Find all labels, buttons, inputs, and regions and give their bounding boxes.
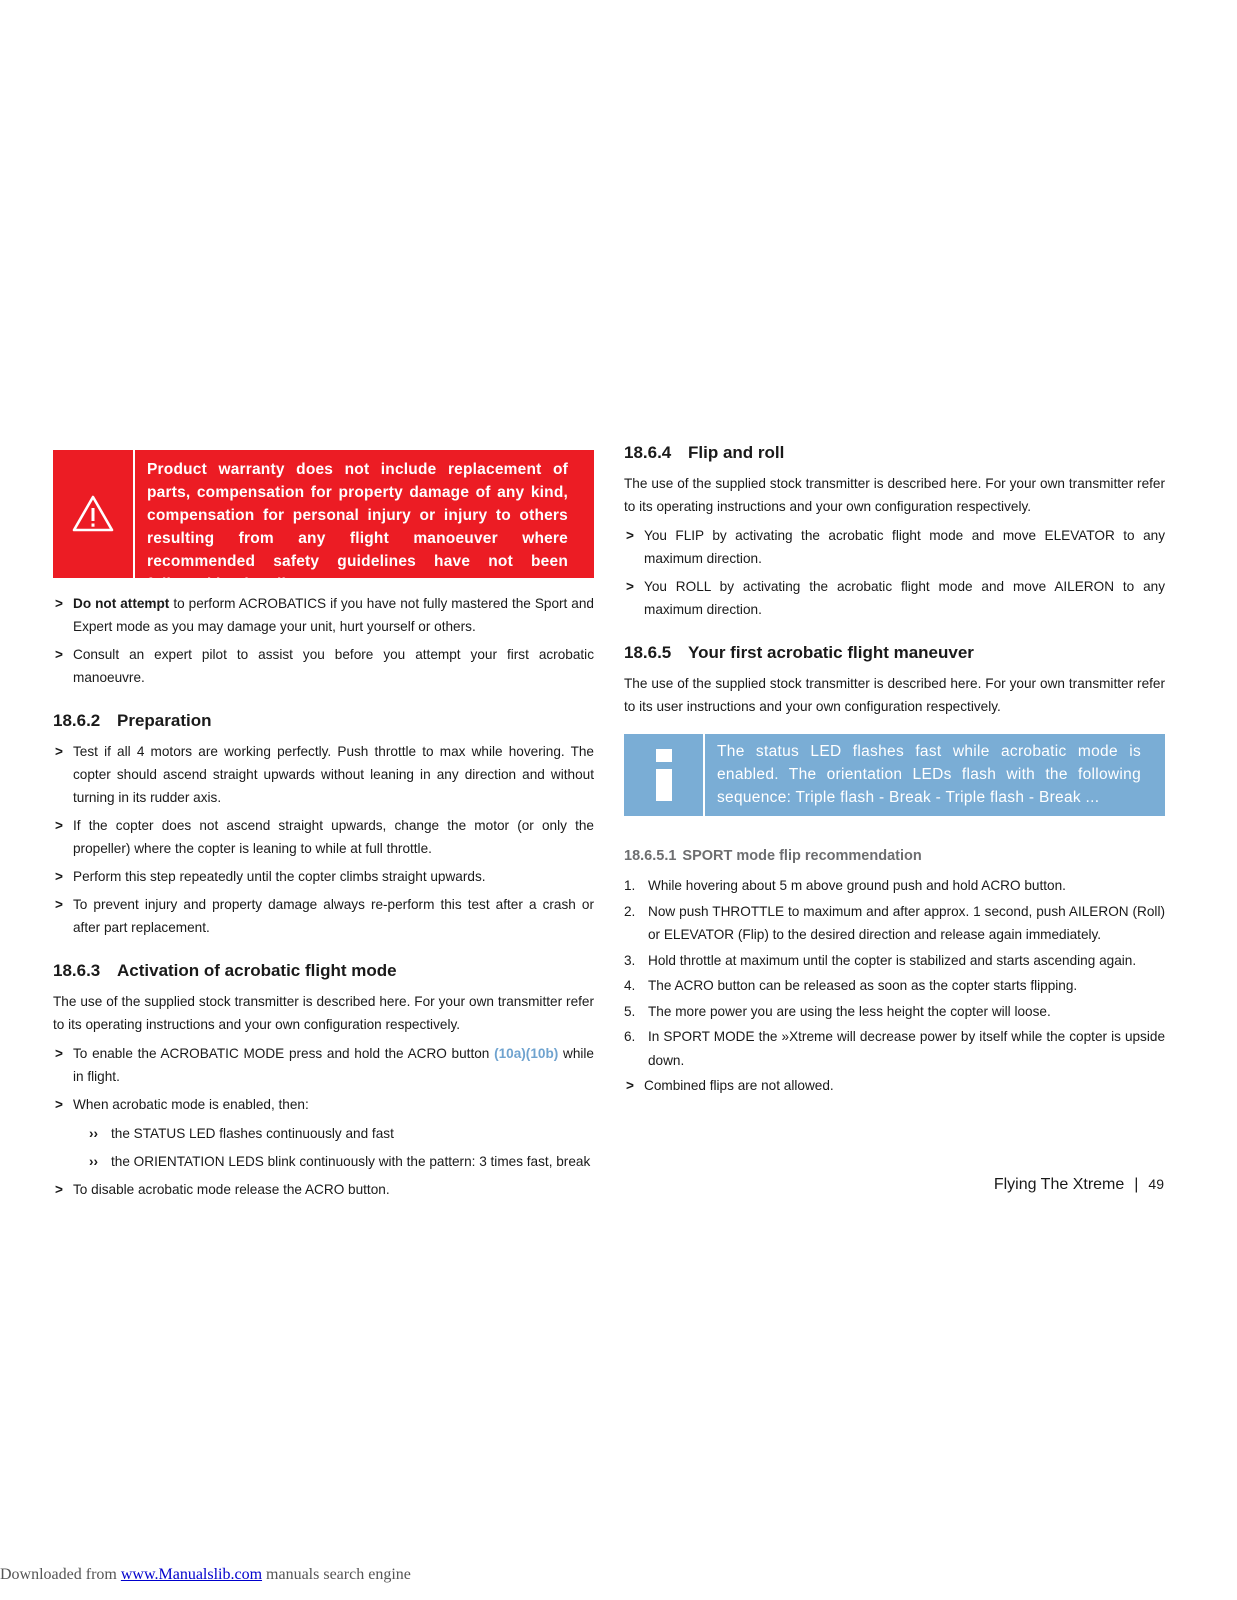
subsection-heading-18-6-5-1: 18.6.5.1 SPORT mode flip recommendation: [624, 848, 922, 864]
list-item: > Combined flips are not allowed.: [624, 1074, 1165, 1097]
page-footer: [994, 1176, 1164, 1194]
section-heading-18-6-2: 18.6.2 Preparation: [53, 711, 212, 730]
page-number: 49: [1148, 1176, 1164, 1192]
download-notice: Downloaded from www.Manualslib.com manuals search engine: [0, 1566, 411, 1583]
combined-flips-list: [624, 1074, 1165, 1097]
list-item: ›› the STATUS LED flashes continuously and fast: [53, 1122, 594, 1145]
paragraph: The use of the supplied stock transmitter is described here. For your own transmitter refer to its operating instructions and your own configuration respectively.: [53, 994, 594, 1032]
info-icon-box: [624, 734, 705, 816]
right-column: [624, 443, 1165, 1103]
warning-box: [53, 450, 594, 593]
list-item: > You FLIP by activating the acrobatic flight mode and move ELEVATOR to any maximum direction.: [624, 524, 1165, 570]
warning-text: Product warranty does not include replacement of parts, compensation for property damage of any kind, compensation for personal injury or injury to others resulting from any flight manoeuver where recommended safety guidelines have not been followed by the pilot.: [147, 461, 568, 593]
list-item: > You ROLL by activating the acrobatic flight mode and move AILERON to any maximum direction.: [624, 575, 1165, 621]
preparation-list: [53, 740, 594, 939]
info-text: The status LED flashes fast while acrobatic mode is enabled. The orientation LEDs flash with the following sequence: Triple flash - Break - Triple flash - Break ...: [717, 743, 1141, 806]
flip-steps-list: [624, 874, 1165, 1072]
list-item: > To prevent injury and property damage always re-perform this test after a crash or after part replacement.: [53, 893, 594, 939]
list-item: 4. The ACRO button can be released as soon as the copter starts flipping.: [624, 978, 1078, 993]
paragraph: The use of the supplied stock transmitter is described here. For your own transmitter refer to its user instructions and your own configuration respectively.: [624, 676, 1165, 714]
flip-roll-list: [624, 524, 1165, 621]
list-item: 2. Now push THROTTLE to maximum and after approx. 1 second, push AILERON (Roll) or ELEVATOR (Flip) to the desired direction and release again immediately.: [624, 903, 1165, 942]
footer-separator: |: [1134, 1176, 1139, 1193]
list-item: > To disable acrobatic mode release the ACRO button.: [53, 1178, 594, 1201]
list-item: > Test if all 4 motors are working perfectly. Push throttle to max while hovering. The copter should ascend straight upwards without leaning in any direction and without turning in its rudder axis.: [53, 740, 594, 809]
list-item: > Do not attempt to perform ACROBATICS if you have not fully mastered the Sport and Expert mode as you may damage your unit, hurt yourself or others.: [53, 592, 594, 638]
intro-bullet-list: [53, 592, 594, 689]
info-icon: [654, 747, 674, 803]
list-item: > To enable the ACROBATIC MODE press and hold the ACRO button (10a)(10b) while in flight.: [53, 1042, 594, 1088]
warning-triangle-icon: [71, 494, 115, 534]
section-heading-18-6-4: 18.6.4 Flip and roll: [624, 443, 785, 462]
list-item: 1. While hovering about 5 m above ground push and hold ACRO button.: [624, 878, 1066, 893]
emphasis: Do not attempt: [73, 596, 170, 611]
list-item: 6. In SPORT MODE the »Xtreme will decrease power by itself while the copter is upside down.: [624, 1029, 1165, 1068]
warning-icon-box: [53, 450, 135, 578]
section-heading-18-6-5: 18.6.5 Your first acrobatic flight maneuver: [624, 643, 974, 662]
list-item: > Consult an expert pilot to assist you before you attempt your first acrobatic manoeuvre.: [53, 643, 594, 689]
list-item: > Perform this step repeatedly until the copter climbs straight upwards.: [53, 865, 594, 888]
section-heading-18-6-3: 18.6.3 Activation of acrobatic flight mode: [53, 961, 397, 980]
list-item: 3. Hold throttle at maximum until the copter is stabilized and starts ascending again.: [624, 952, 1137, 968]
left-column: [53, 450, 594, 1207]
list-item: 5. The more power you are using the less height the copter will loose.: [624, 1003, 1051, 1019]
paragraph: The use of the supplied stock transmitter is described here. For your own transmitter refer to its operating instructions and your own configuration respectively.: [624, 476, 1165, 514]
list-item: > If the copter does not ascend straight upwards, change the motor (or only the propeller) where the copter is leaning to while at full throttle.: [53, 814, 594, 860]
sub-list: [53, 1122, 594, 1173]
list-item: ›› the ORIENTATION LEDS blink continuously with the pattern: 3 times fast, break: [53, 1150, 594, 1173]
list-item: > When acrobatic mode is enabled, then:: [53, 1093, 594, 1116]
footer-title: Flying The Xtreme: [993, 1176, 1125, 1193]
disable-list: [53, 1178, 594, 1201]
figure-reference: (10a)(10b): [494, 1046, 559, 1061]
info-box: [624, 734, 1165, 816]
activation-list: [53, 1042, 594, 1116]
manualslib-link[interactable]: www.Manualslib.com: [120, 1566, 263, 1583]
